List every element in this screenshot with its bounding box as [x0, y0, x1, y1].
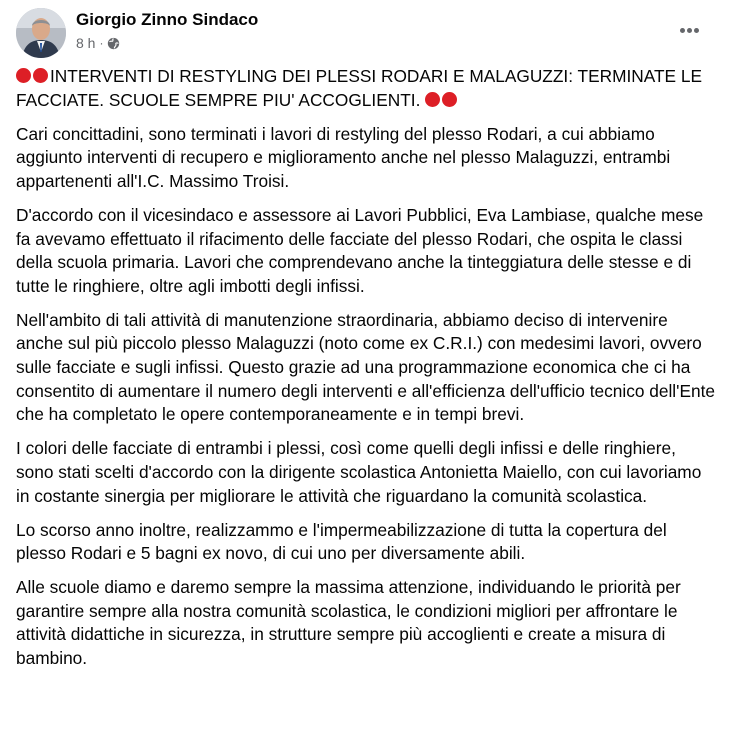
- red-circle-emoji-icon: [442, 92, 457, 107]
- post-paragraph: Cari concittadini, sono terminati i lavori di restyling del plesso Rodari, a cui abbiamo aggiunto interventi di recupero e miglioramento anche nel plesso Malaguzzi, entrambi appartenenti all'I.C. Massimo Troisi.: [16, 123, 671, 191]
- post-header: [16, 6, 715, 56]
- post-headline: [16, 65, 716, 112]
- post-time[interactable]: 8 h: [76, 35, 96, 51]
- avatar[interactable]: [16, 8, 66, 58]
- headline-text: INTERVENTI DI RESTYLING DEI PLESSI RODARI E MALAGUZZI: TERMINATE LE FACCIATE. SCUOLE SEMPRE PIU' ACCOGLIENTI.: [16, 66, 703, 110]
- red-circle-emoji-icon: [33, 68, 48, 83]
- post-paragraph: I colori delle facciate di entrambi i plessi, così come quelli degli infissi e delle ringhiere, sono stati scelti d'accordo con la dirigente scolastica Antonietta Maiello, con cui lavoriamo in costante sinergia per migliorare le attività che riguardano la comunità scolastica.: [16, 438, 702, 506]
- post-meta: [76, 35, 120, 51]
- red-circle-emoji-icon: [425, 92, 440, 107]
- red-circle-emoji-icon: [16, 68, 31, 83]
- more-options-icon[interactable]: [671, 14, 707, 46]
- post-paragraph: Lo scorso anno inoltre, realizzammo e l'impermeabilizzazione di tutta la copertura del plesso Rodari e 5 bagni ex novo, di cui uno per diversamente abili.: [16, 519, 667, 564]
- post-paragraph: Alle scuole diamo e daremo sempre la massima attenzione, individuando le priorità per garantire sempre alla nostra comunità scolastica, le condizioni migliori per affrontare le attività didattiche in sicurezza, in strutture sempre più accoglienti e create a misura di bambino.: [16, 577, 681, 669]
- globe-icon[interactable]: [107, 37, 120, 50]
- post-paragraph: Nell'ambito di tali attività di manutenzione straordinaria, abbiamo deciso di intervenire anche sul più piccolo plesso Malaguzzi (noto come ex C.R.I.) con medesimi lavori, ovvero sulle facciate e sugli infissi. Questo grazie ad una programmazione economica che ci ha consentito di aumentare il numero degli interventi e all'efficienza dell'ufficio tecnico dell'Ente che ha completato le opere contemporaneamente e in tempi brevi.: [16, 309, 715, 425]
- post-paragraph: D'accordo con il vicesindaco e assessore ai Lavori Pubblici, Eva Lambiase, qualche mese fa avevamo effettuato il rifacimento delle facciate del plesso Rodari, che ospita le classi della scuola primaria. Lavori che comprendevano anche la tinteggiatura delle stesse e di tutte le ringhiere, oltre agli imbotti degli infissi.: [16, 204, 704, 296]
- post-body: [16, 65, 716, 681]
- meta-separator: ·: [99, 36, 104, 50]
- author-name[interactable]: Giorgio Zinno Sindaco: [76, 10, 259, 29]
